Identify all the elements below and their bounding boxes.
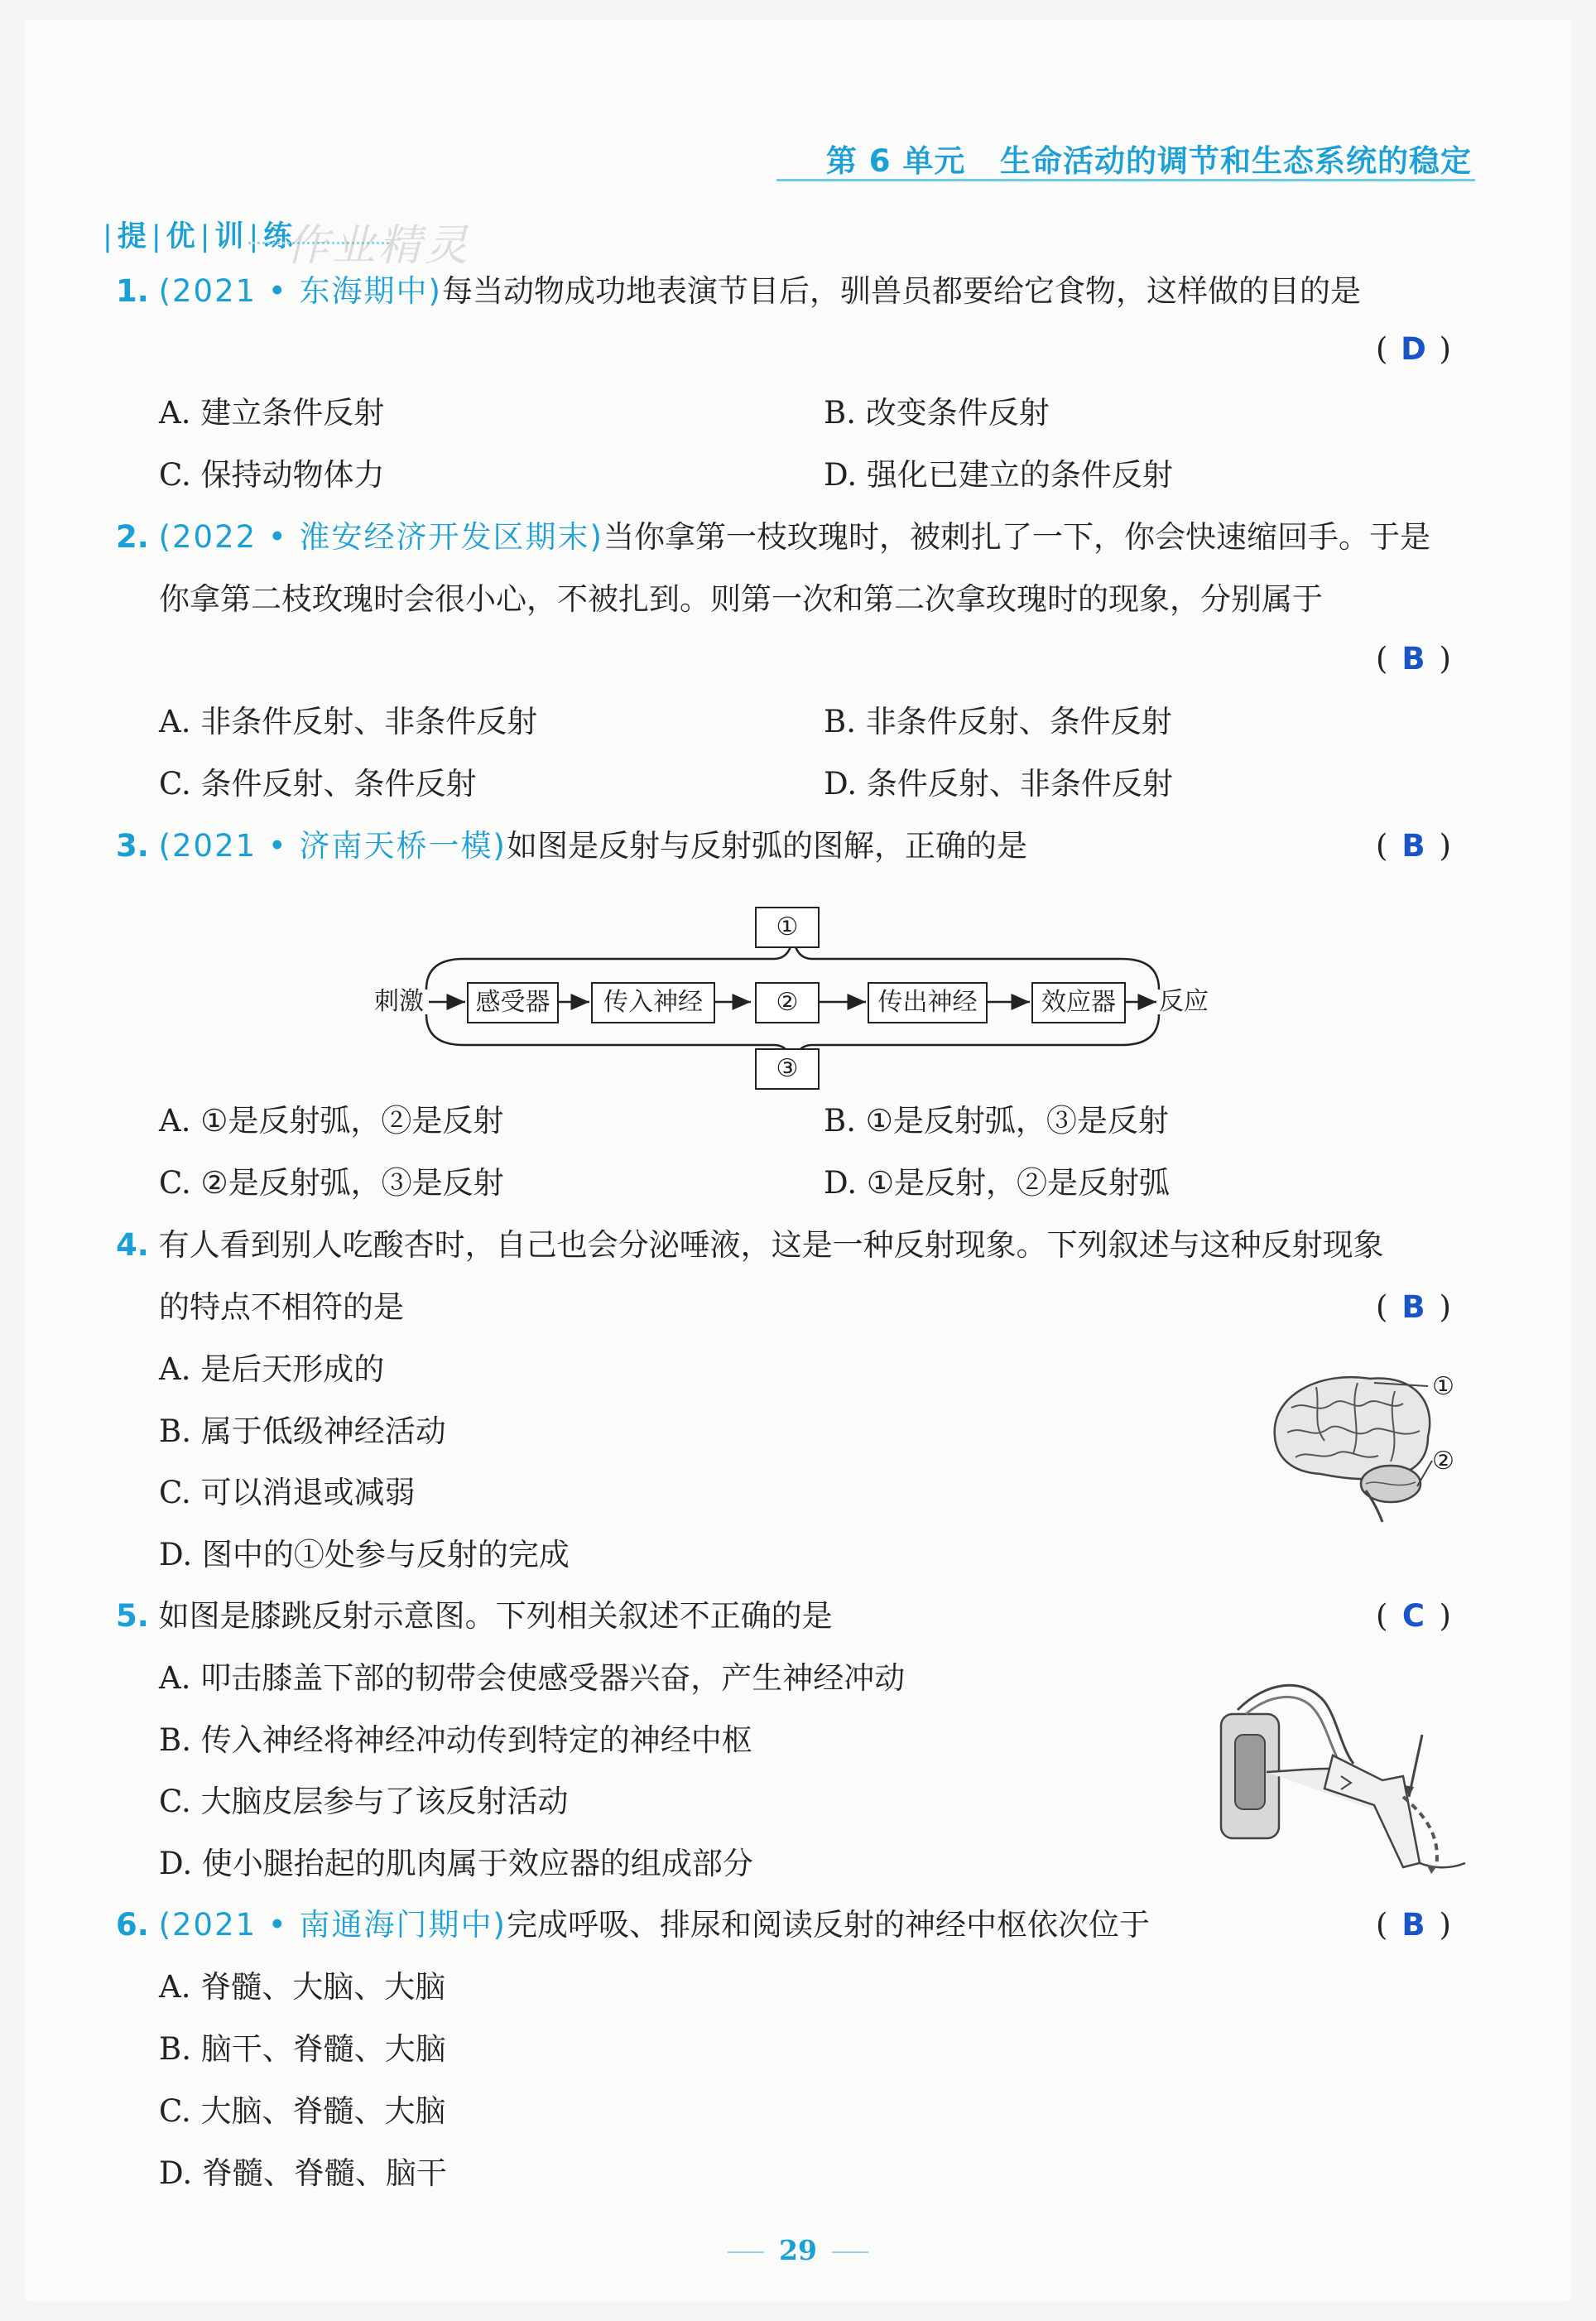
option: B. 非条件反射、条件反射 <box>824 704 1172 739</box>
question-number: 2. <box>116 519 149 555</box>
question-number: 6. <box>116 1907 149 1943</box>
option: B. 属于低级神经活动 <box>159 1413 446 1449</box>
option: C. 条件反射、条件反射 <box>159 766 477 802</box>
question-source: (2021 • 济南天桥一模) <box>158 828 507 864</box>
answer-bracket: ( B ) <box>1376 1907 1451 1943</box>
knee-reflex-drawing <box>1217 1673 1482 1880</box>
diagram-box-receptor: 感受器 <box>467 982 559 1023</box>
option: D. 条件反射、非条件反射 <box>824 766 1173 802</box>
option: C. ②是反射弧，③是反射 <box>159 1165 504 1201</box>
question-number: 5. <box>116 1598 149 1634</box>
option: A. 非条件反射、非条件反射 <box>159 704 538 739</box>
answer-bracket: ( B ) <box>1376 828 1451 864</box>
brain-illustration <box>1258 1358 1490 1524</box>
question-text: 当你拿第一枝玫瑰时，被刺扎了一下，你会快速缩回手。于是 <box>603 519 1430 555</box>
answer-letter: C <box>1401 1598 1425 1634</box>
question-number: 1. <box>116 273 149 309</box>
option: D. ①是反射，②是反射弧 <box>824 1165 1171 1201</box>
option: C. 保持动物体力 <box>159 457 385 493</box>
question-source: (2021 • 南通海门期中) <box>158 1907 507 1943</box>
option: C. 大脑皮层参与了该反射活动 <box>159 1784 569 1819</box>
question-text: 的特点不相符的是 <box>159 1289 404 1325</box>
section-char: 训 <box>214 220 246 253</box>
question-text: 如图是膝跳反射示意图。下列相关叙述不正确的是 <box>158 1598 833 1634</box>
diagram-box-efferent: 传出神经 <box>868 982 988 1023</box>
question-source: (2021 • 东海期中) <box>158 273 442 309</box>
question-6-stem <box>116 1907 1150 1943</box>
answer-letter: D <box>1401 331 1426 367</box>
diagram-response-label: 反应 <box>1159 987 1209 1016</box>
diagram-box-top: ① <box>755 907 820 948</box>
header-rule <box>776 179 1475 181</box>
option: C. 可以消退或减弱 <box>159 1475 416 1510</box>
diagram-box-effector: 效应器 <box>1031 982 1126 1023</box>
option: D. 强化已建立的条件反射 <box>824 457 1173 493</box>
unit-label: 第 6 单元 <box>825 143 966 179</box>
option: B. 改变条件反射 <box>824 395 1050 431</box>
brain-drawing <box>1258 1358 1490 1524</box>
brain-label-2: ② <box>1432 1447 1454 1476</box>
option: B. ①是反射弧，③是反射 <box>824 1103 1169 1139</box>
question-source: (2022 • 淮安经济开发区期末) <box>158 519 603 555</box>
answer-letter: B <box>1401 828 1425 864</box>
option: B. 传入神经将神经冲动传到特定的神经中枢 <box>159 1722 752 1758</box>
question-number: 3. <box>116 828 149 864</box>
answer-letter: B <box>1401 641 1425 677</box>
option: A. 是后天形成的 <box>159 1351 385 1387</box>
diagram-box-center: ② <box>755 982 820 1023</box>
option: C. 大脑、脊髓、大脑 <box>159 2093 446 2129</box>
question-3-stem <box>116 828 1027 864</box>
knee-reflex-illustration <box>1217 1673 1482 1880</box>
section-tag: | 提 | 优 | 训 | 练 <box>103 220 295 253</box>
answer-bracket: ( D ) <box>1376 331 1451 367</box>
question-number: 4. <box>116 1227 149 1263</box>
diagram-box-bottom: ③ <box>755 1048 820 1090</box>
answer-bracket: ( C ) <box>1376 1598 1451 1634</box>
question-4-stem <box>116 1227 1384 1263</box>
question-5-stem <box>116 1598 833 1634</box>
unit-title: 生命活动的调节和生态系统的稳定 <box>1000 143 1472 179</box>
brain-label-1: ① <box>1432 1372 1454 1401</box>
section-char: 提 <box>117 220 148 253</box>
section-char: 优 <box>166 220 197 253</box>
question-text: 有人看到别人吃酸杏时，自己也会分泌唾液，这是一种反射现象。下列叙述与这种反射现象 <box>158 1227 1384 1263</box>
diagram-stimulus-label: 刺激 <box>374 987 424 1016</box>
answer-letter: B <box>1401 1907 1425 1943</box>
unit-header <box>776 136 1472 181</box>
page-number: 29 <box>779 2234 817 2266</box>
option: A. 叩击膝盖下部的韧带会使感受器兴奋，产生神经冲动 <box>159 1660 906 1696</box>
option: D. 脊髓、脊髓、脑干 <box>159 2155 447 2191</box>
question-1-stem <box>116 273 1361 309</box>
page-sheet <box>25 20 1571 2301</box>
question-text: 完成呼吸、排尿和阅读反射的神经中枢依次位于 <box>506 1907 1150 1943</box>
question-text: 你拿第二枝玫瑰时会很小心，不被扎到。则第一次和第二次拿玫瑰时的现象，分别属于 <box>159 581 1323 617</box>
option: A. 建立条件反射 <box>159 395 385 431</box>
answer-bracket: ( B ) <box>1376 641 1451 677</box>
option: D. 使小腿抬起的肌肉属于效应器的组成部分 <box>159 1846 753 1881</box>
page-footer <box>0 2234 1596 2266</box>
option: A. ①是反射弧，②是反射 <box>159 1103 504 1139</box>
question-2-stem <box>116 519 1430 555</box>
option: B. 脑干、脊髓、大脑 <box>159 2031 446 2067</box>
diagram-box-afferent: 传入神经 <box>591 982 715 1023</box>
watermark: 作业精灵 <box>286 221 472 271</box>
option: D. 图中的①处参与反射的完成 <box>159 1537 570 1572</box>
option: A. 脊髓、大脑、大脑 <box>159 1969 446 2005</box>
answer-letter: B <box>1401 1289 1425 1325</box>
question-text: 如图是反射与反射弧的图解，正确的是 <box>506 828 1027 864</box>
section-char: 练 <box>263 220 295 253</box>
answer-bracket: ( B ) <box>1376 1289 1451 1325</box>
question-text: 每当动物成功地表演节目后，驯兽员都要给它食物，这样做的目的是 <box>441 273 1361 309</box>
